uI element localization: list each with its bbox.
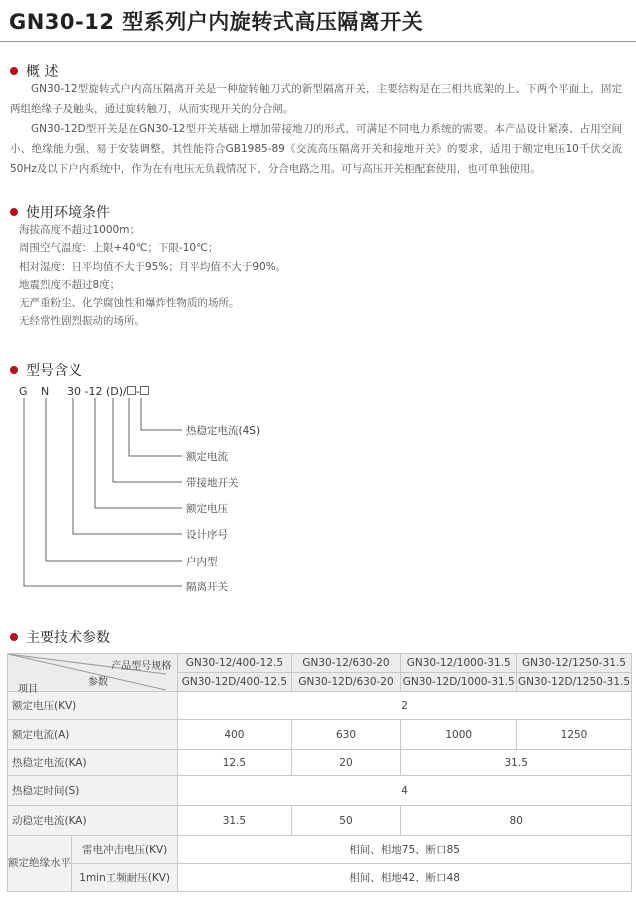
- table-cell: 4: [178, 776, 632, 806]
- table-header-row: [8, 654, 632, 673]
- environment-item: 相对湿度：日平均值不大于95%；月平均值不大于90%。: [19, 260, 287, 273]
- leader-line-indoor: [46, 398, 182, 561]
- section-model-heading: [10, 360, 82, 380]
- insulation-level-label: 额定绝缘水平: [8, 836, 72, 892]
- model-cell: GN30-12D/400-12.5: [178, 673, 291, 692]
- model-label-thermal-current: 热稳定电流(4S): [186, 425, 261, 437]
- table-cell: 31.5: [401, 750, 632, 776]
- leader-line-design-serial: [73, 398, 182, 534]
- section-environment-title: 使用环境条件: [26, 205, 110, 221]
- environment-item: 地震烈度不超过8度；: [19, 278, 121, 291]
- table-cell: 400: [178, 720, 291, 750]
- environment-item: 周围空气温度：上限+40℃；下限-10℃；: [19, 242, 219, 255]
- section-overview-title: 概 述: [26, 64, 59, 80]
- table-cell: 630: [291, 720, 401, 750]
- header-model-label: 产品型号规格: [111, 661, 172, 672]
- table-row: [8, 720, 632, 750]
- table-cell: 20: [291, 750, 401, 776]
- overview-text: [10, 79, 622, 179]
- bullet-icon: [10, 633, 18, 641]
- row-label: 热稳定时间(S): [8, 776, 178, 806]
- model-cell: GN30-12D/630-20: [291, 673, 401, 692]
- model-dash: -: [135, 385, 140, 398]
- table-cell: 80: [401, 806, 632, 836]
- table-cell: 1250: [517, 720, 632, 750]
- placeholder-box-icon: [140, 386, 149, 395]
- table-row: [8, 750, 632, 776]
- table-row: [8, 776, 632, 806]
- leader-line-thermal-current: [141, 398, 182, 430]
- model-number: [67, 385, 149, 398]
- table-row: [8, 806, 632, 836]
- leader-line-earthing-switch: [113, 398, 182, 482]
- model-label-rated-voltage: 额定电压: [186, 503, 228, 515]
- table-row: [8, 864, 632, 892]
- model-label-indoor: 户内型: [186, 556, 218, 568]
- bullet-icon: [10, 366, 18, 374]
- row-label: 热稳定电流(KA): [8, 750, 178, 776]
- overview-paragraph-2: GN30-12D型开关是在GN30-12型开关基础上增加带接地刀的形式，可满足不同电力系统的需要。本产品设计紧凑、占用空间小、绝缘能力强、易于安装调整，其性能符合GB1985-89《交流高压隔离开关和接地开关》的要求，适用于额定电压10千伏交流50Hz及以下户内系统中，作为在有电压无负载情况下，分合电路之用。可与高压开关柜配套使用，也可单独使用。: [10, 123, 622, 175]
- model-number-text: 30 -12 (D)/: [67, 385, 127, 398]
- table-cell: 1000: [401, 720, 517, 750]
- model-label-design-serial: 设计序号: [186, 529, 228, 541]
- leader-line-rated-current: [129, 398, 182, 456]
- spec-table: [7, 653, 632, 892]
- model-cell: GN30-12/400-12.5: [178, 654, 291, 673]
- table-row: [8, 692, 632, 720]
- row-label: 1min工频耐压(KV): [72, 864, 178, 892]
- section-overview-heading: [10, 61, 58, 81]
- title-divider: [0, 41, 636, 42]
- bullet-icon: [10, 67, 18, 75]
- model-cell: GN30-12/1250-31.5: [517, 654, 632, 673]
- environment-item: 海拔高度不超过1000m；: [19, 224, 140, 236]
- row-label: 动稳定电流(KA): [8, 806, 178, 836]
- model-letter-g: G: [19, 385, 28, 398]
- table-cell: 相间、相地75、断口85: [178, 836, 632, 864]
- model-label-earthing-switch: 带接地开关: [186, 477, 239, 489]
- row-label: 额定电压(KV): [8, 692, 178, 720]
- header-item-label: 项目: [18, 684, 38, 695]
- model-cell: GN30-12D/1250-31.5: [517, 673, 632, 692]
- overview-paragraph-1: GN30-12型旋转式户内高压隔离开关是一种旋转触刀式的新型隔离开关，主要结构是在三相共底架的上、下两个平面上，固定两组绝缘子及触头，通过旋转触刀，从而实现开关的分合闸。: [10, 83, 622, 115]
- model-cell: GN30-12D/1000-31.5: [401, 673, 517, 692]
- table-cell: 相间、相地42、断口48: [178, 864, 632, 892]
- header-diagonal-cell: [8, 654, 178, 695]
- header-param-label: 参数: [88, 677, 108, 688]
- table-cell: 2: [178, 692, 632, 720]
- model-label-rated-current: 额定电流: [186, 451, 228, 463]
- environment-item: 无严重粉尘、化学腐蚀性和爆炸性物质的场所。: [19, 297, 240, 310]
- section-specs-heading: [10, 627, 110, 647]
- section-model-title: 型号含义: [26, 363, 82, 379]
- section-environment-heading: [10, 202, 110, 222]
- table-row: [8, 836, 632, 864]
- bullet-icon: [10, 208, 18, 216]
- table-cell: 31.5: [178, 806, 291, 836]
- model-cell: GN30-12/1000-31.5: [401, 654, 517, 673]
- environment-list: [19, 221, 286, 331]
- table-cell: 50: [291, 806, 401, 836]
- environment-item: 无经常性剧烈振动的场所。: [19, 315, 145, 328]
- model-letter-n: N: [41, 385, 50, 398]
- leader-line-rated-voltage: [95, 398, 182, 508]
- row-label: 雷电冲击电压(KV): [72, 836, 178, 864]
- section-specs-title: 主要技术参数: [26, 630, 110, 646]
- row-label: 额定电流(A): [8, 720, 178, 750]
- page-title: GN30-12 型系列户内旋转式高压隔离开关: [9, 10, 424, 34]
- placeholder-box-icon: [127, 386, 136, 395]
- table-cell: 12.5: [178, 750, 291, 776]
- model-cell: GN30-12/630-20: [291, 654, 401, 673]
- leader-line-isolator: [24, 398, 182, 586]
- model-label-isolator: 隔离开关: [186, 581, 228, 593]
